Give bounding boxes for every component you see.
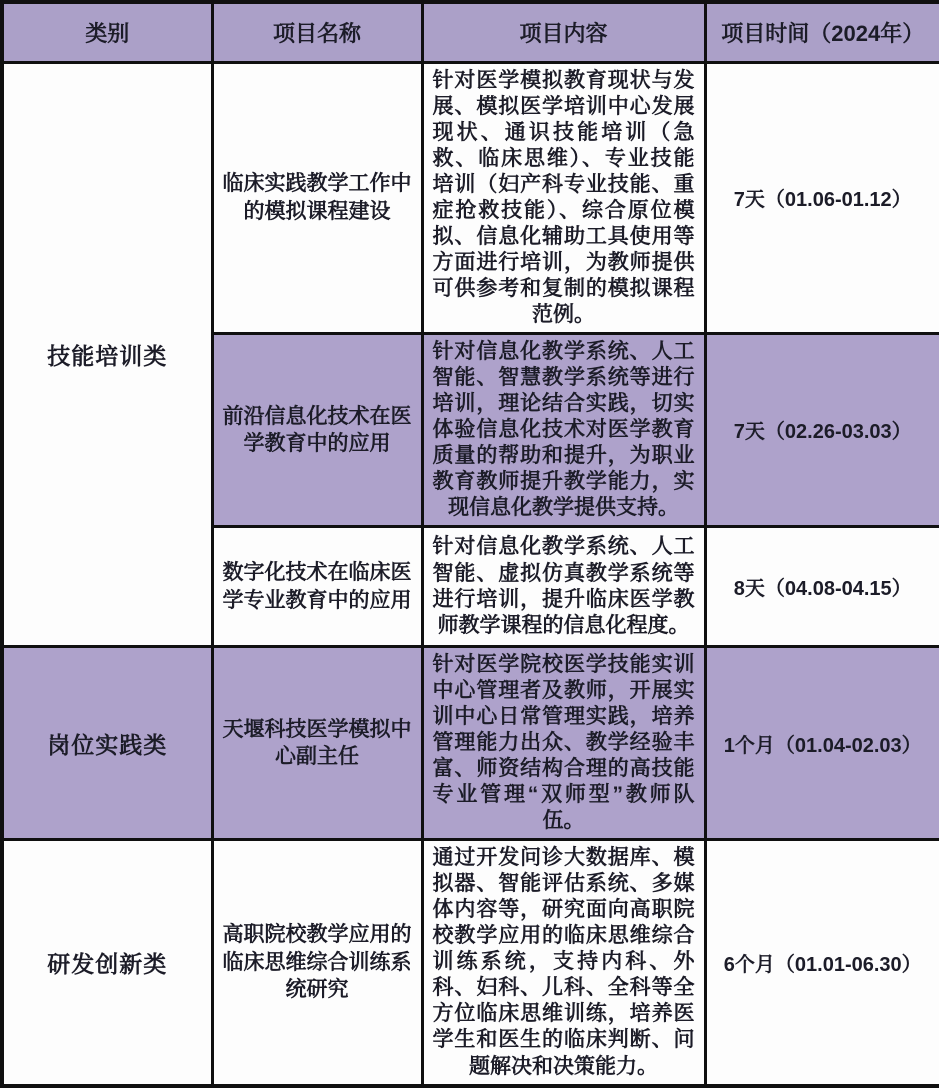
project-content-cell: 通过开发问诊大数据库、模拟器、智能评估系统、多媒体内容等，研究面向高职院校教学应用的临床思维综合训练系统，支持内科、外科、妇科、儿科、全科等全方位临床思维训练，培养医学生和医生的临床判断、问题解决和决策能力。: [422, 840, 705, 1086]
table-row: [2, 647, 939, 840]
column-header-project-name: 项目名称: [212, 2, 422, 62]
table-row: [2, 62, 939, 333]
table-header: [2, 2, 939, 62]
table-row: [2, 840, 939, 1086]
project-name-cell: 数字化技术在临床医学专业教育中的应用: [212, 527, 422, 647]
project-time-cell: 7天（02.26-03.03）: [705, 333, 939, 526]
project-content-cell: 针对信息化教学系统、人工智能、智慧教学系统等进行培训，理论结合实践，切实体验信息化技术对医学教育质量的帮助和提升，为职业教育教师提升教学能力，实现信息化教学提供支持。: [422, 333, 705, 526]
project-name-cell: 临床实践教学工作中的模拟课程建设: [212, 62, 422, 333]
project-time-cell: 8天（04.08-04.15）: [705, 527, 939, 647]
column-header-project-content: 项目内容: [422, 2, 705, 62]
category-cell-rd-innovation: 研发创新类: [2, 840, 212, 1086]
project-name-cell: 前沿信息化技术在医学教育中的应用: [212, 333, 422, 526]
project-time-cell: 6个月（01.01-06.30）: [705, 840, 939, 1086]
project-time-cell: 1个月（01.04-02.03）: [705, 647, 939, 840]
column-header-project-time: 项目时间（2024年）: [705, 2, 939, 62]
category-cell-skill-training: 技能培训类: [2, 62, 212, 647]
project-name-cell: 天堰科技医学模拟中心副主任: [212, 647, 422, 840]
project-name-cell: 高职院校教学应用的临床思维综合训练系统研究: [212, 840, 422, 1086]
column-header-category: 类别: [2, 2, 212, 62]
header-row: [2, 2, 939, 62]
project-content-cell: 针对医学院校医学技能实训中心管理者及教师，开展实训中心日常管理实践，培养管理能力出众、教学经验丰富、师资结构合理的高技能专业管理“双师型”教师队伍。: [422, 647, 705, 840]
table-body: [2, 62, 939, 1086]
project-content-cell: 针对医学模拟教育现状与发展、模拟医学培训中心发展现状、通识技能培训（急救、临床思维）、专业技能培训（妇产科专业技能、重症抢救技能）、综合原位模拟、信息化辅助工具使用等方面进行培训，为教师提供可供参考和复制的模拟课程范例。: [422, 62, 705, 333]
category-cell-post-practice: 岗位实践类: [2, 647, 212, 840]
project-time-cell: 7天（01.06-01.12）: [705, 62, 939, 333]
project-content-cell: 针对信息化教学系统、人工智能、虚拟仿真教学系统等进行培训，提升临床医学教师教学课程的信息化程度。: [422, 527, 705, 647]
